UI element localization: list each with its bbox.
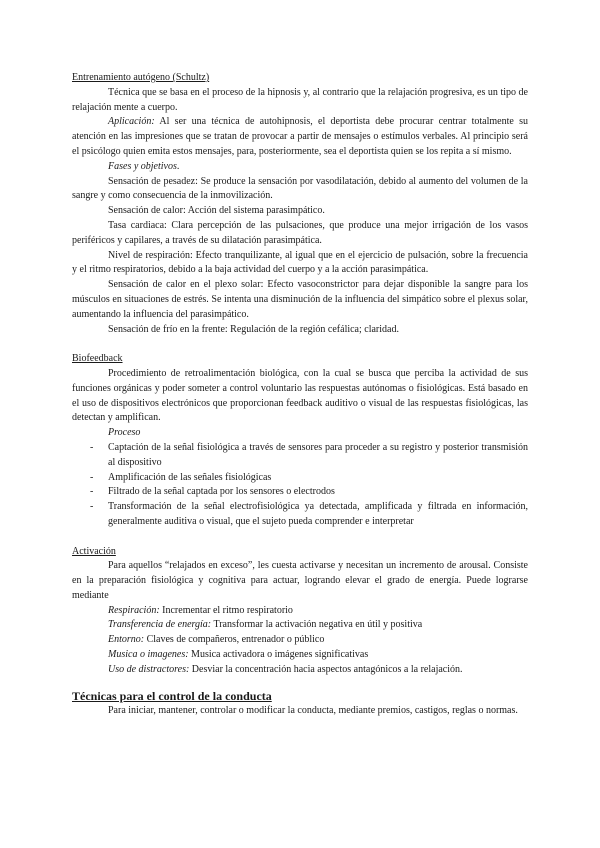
activacion-item: Transferencia de energía: Transformar la activación negativa en útil y positiva (108, 619, 423, 631)
fase-calor: Sensación de calor: Acción del sistema parasimpático. (108, 205, 325, 217)
activacion-item: Entorno: Claves de compañeros, entrenador o público (108, 634, 325, 646)
document-page (72, 71, 528, 718)
section-heading-activacion: Activación (72, 545, 116, 557)
activacion-item: Respiración: Incrementar el ritmo respiratorio (108, 604, 293, 616)
activacion-item: Uso de distractores: Desviar la concentración hacia aspectos antagónicos a la relajación. (108, 663, 463, 675)
fase-tasa-cardiaca: Tasa cardiaca: Clara percepción de las pulsaciones, que produce una mejor irrigación de los vasos periféricos y capilares, a través de su dilatación parasimpática. (72, 219, 528, 246)
autogeno-aplicacion (72, 115, 528, 159)
conducta-intro: Para iniciar, mantener, controlar o modificar la conducta, mediante premios, castigos, reglas o normas. (108, 704, 518, 716)
list-item: - Captación de la señal fisiológica a través de sensores para proceder a su registro y posterior transmisión al dispositivo (72, 441, 528, 471)
biofeedback-intro: Procedimiento de retroalimentación biológica, con la cual se busca que perciba la actividad de sus funciones orgánicas y poder someter a control voluntario las respuestas autónomas o fisiológicas. Está basado en el uso de dispositivos electrónicos que proporcionan feedback auditivo o visual de las respuestas fisiológicas, las detectan y amplifican. (72, 367, 528, 424)
fase-plexo-solar: Sensación de calor en el plexo solar: Efecto vasoconstrictor para dejar disponible la sangre para los músculos en situaciones de estrés. Se intenta una disminución de la influencia del simpático sobre el plexus solar, aumentando la influencia del parasimpático. (72, 279, 528, 320)
fase-pesadez: Sensación de pesadez: Se produce la sensación por vasodilatación, debido al aumento del volumen de la sangre y como consecuencia de la inmovilización. (72, 175, 528, 202)
autogeno-intro: Técnica que se basa en el proceso de la hipnosis y, al contrario que la relajación progresiva, es un tipo de relajación mente a cuerpo. (72, 86, 528, 113)
list-item: - Filtrado de la señal captada por los sensores o electrodos (72, 485, 528, 500)
section-heading-conducta: Técnicas para el control de la conducta (72, 688, 272, 703)
aplicacion-label: Aplicación: (108, 116, 155, 128)
proceso-label: Proceso (108, 427, 141, 439)
list-item: - Transformación de la señal electrofisiológica ya detectada, amplificada y filtrada en información, generalmente auditiva o visual, que el sujeto pueda comprender e interpretar (72, 500, 528, 530)
list-item: - Amplificación de las señales fisiológicas (72, 471, 528, 486)
fase-respiracion: Nivel de respiración: Efecto tranquilizante, al igual que en el ejercicio de pulsación, sobre la frecuencia y el ritmo respiratorios, debido a la baja actividad del cuerpo y a la acción parasimpática. (72, 249, 528, 276)
section-heading-autogeno: Entrenamiento autógeno (Schultz) (72, 72, 210, 83)
aplicacion-text: Al ser una técnica de autohipnosis, el deportista debe procurar centrar totalmente su atención en las impresiones que se tratan de provocar a partir de mensajes o estímulos verbales. Al principio será el psicólogo quien emita estos mensajes, para, posteriormente, sea el deportista quien se los repita a sí mismo. (72, 116, 528, 157)
fase-frio-frente: Sensación de frío en la frente: Regulación de la región cefálica; claridad. (108, 323, 399, 335)
fases-heading: Fases y objetivos. (108, 160, 180, 172)
activacion-intro: Para aquellos “relajados en exceso”, les cuesta activarse y necesitan un incremento de arousal. Consiste en la preparación fisiológica y cognitiva para actuar, logrando elevar el grado de energía. Puede lograrse mediante (72, 560, 528, 601)
section-heading-biofeedback: Biofeedback (72, 353, 123, 365)
proceso-list (72, 441, 528, 530)
activacion-item: Musica o imagenes: Musica activadora o imágenes significativas (108, 649, 369, 661)
